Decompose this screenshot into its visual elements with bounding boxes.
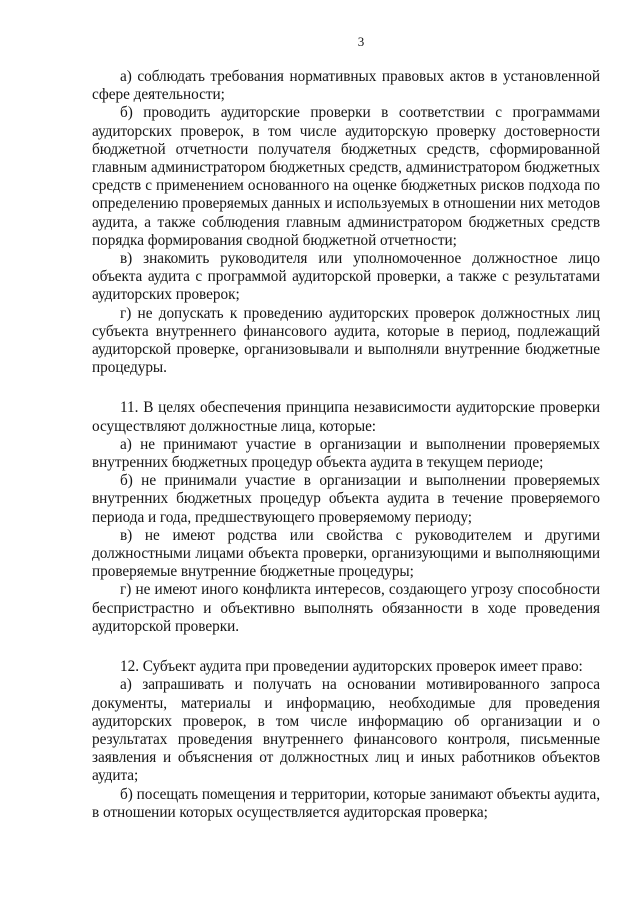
section-11-item-a: а) не принимают участие в организации и выполнении проверяемых внутренних бюджетных процедур объекта аудита в текущем периоде;	[92, 435, 600, 472]
section-11-item-b: б) не принимали участие в организации и выполнении проверяемых внутренних бюджетных процедур объекта аудита в течение проверяемого периода и года, предшествующего проверяемому периоду;	[92, 472, 600, 526]
section-10-item-d: г) не допускать к проведению аудиторских проверок должностных лиц субъекта внутреннего финансового аудита, которые в период, подлежащий аудиторской проверке, организовывали и выполняли внутренние бюджетные процедуры.	[92, 304, 600, 377]
section-gap	[92, 636, 600, 658]
section-gap	[92, 377, 600, 399]
section-10-item-c: в) знакомить руководителя или уполномоченное должностное лицо объекта аудита с программой аудиторской проверки, а также с результатами аудиторских проверок;	[92, 250, 600, 304]
section-12-item-b: б) посещать помещения и территории, которые занимают объекты аудита, в отношении которых осуществляется аудиторская проверка;	[92, 785, 600, 821]
section-11-item-c: в) не имеют родства или свойства с руководителем и другими должностными лицами объекта проверки, организующими и выполняющими проверяемые внутренние бюджетные процедуры;	[92, 526, 600, 581]
section-11-heading: 11. В целях обеспечения принципа независимости аудиторские проверки осуществляют должностные лица, которые:	[92, 399, 600, 435]
section-12-item-a: а) запрашивать и получать на основании мотивированного запроса документы, материалы и информацию, необходимые для проведения аудиторских проверок, в том числе информацию об организации и о результатах проведения внутреннего финансового контроля, письменные заявления и объяснения от должностных лиц и иных работников объектов аудита;	[92, 676, 600, 785]
section-12-heading: 12. Субъект аудита при проведении аудиторских проверок имеет право:	[120, 658, 583, 676]
page-number: 3	[357, 34, 365, 49]
section-10-item-b: б) проводить аудиторские проверки в соответствии с программами аудиторских проверок, в том числе аудиторскую проверку достоверности бюджетной отчетности получателя бюджетных средств, сформированной главным администратором бюджетных средств, администратором бюджетных средств с применением основанного на оценке бюджетных рисков подхода по определению проверяемых данных и используемых в отношении них методов аудита, а также соблюдения главным администратором бюджетных средств порядка формирования сводной бюджетной отчетности;	[92, 104, 600, 249]
section-10-item-a: а) соблюдать требования нормативных правовых актов в установленной сфере деятельности;	[92, 68, 600, 104]
section-11-item-d: г) не имеют иного конфликта интересов, создающего угрозу способности беспристрастно и объективно выполнять обязанности в ходе проведения аудиторской проверки.	[92, 581, 600, 635]
